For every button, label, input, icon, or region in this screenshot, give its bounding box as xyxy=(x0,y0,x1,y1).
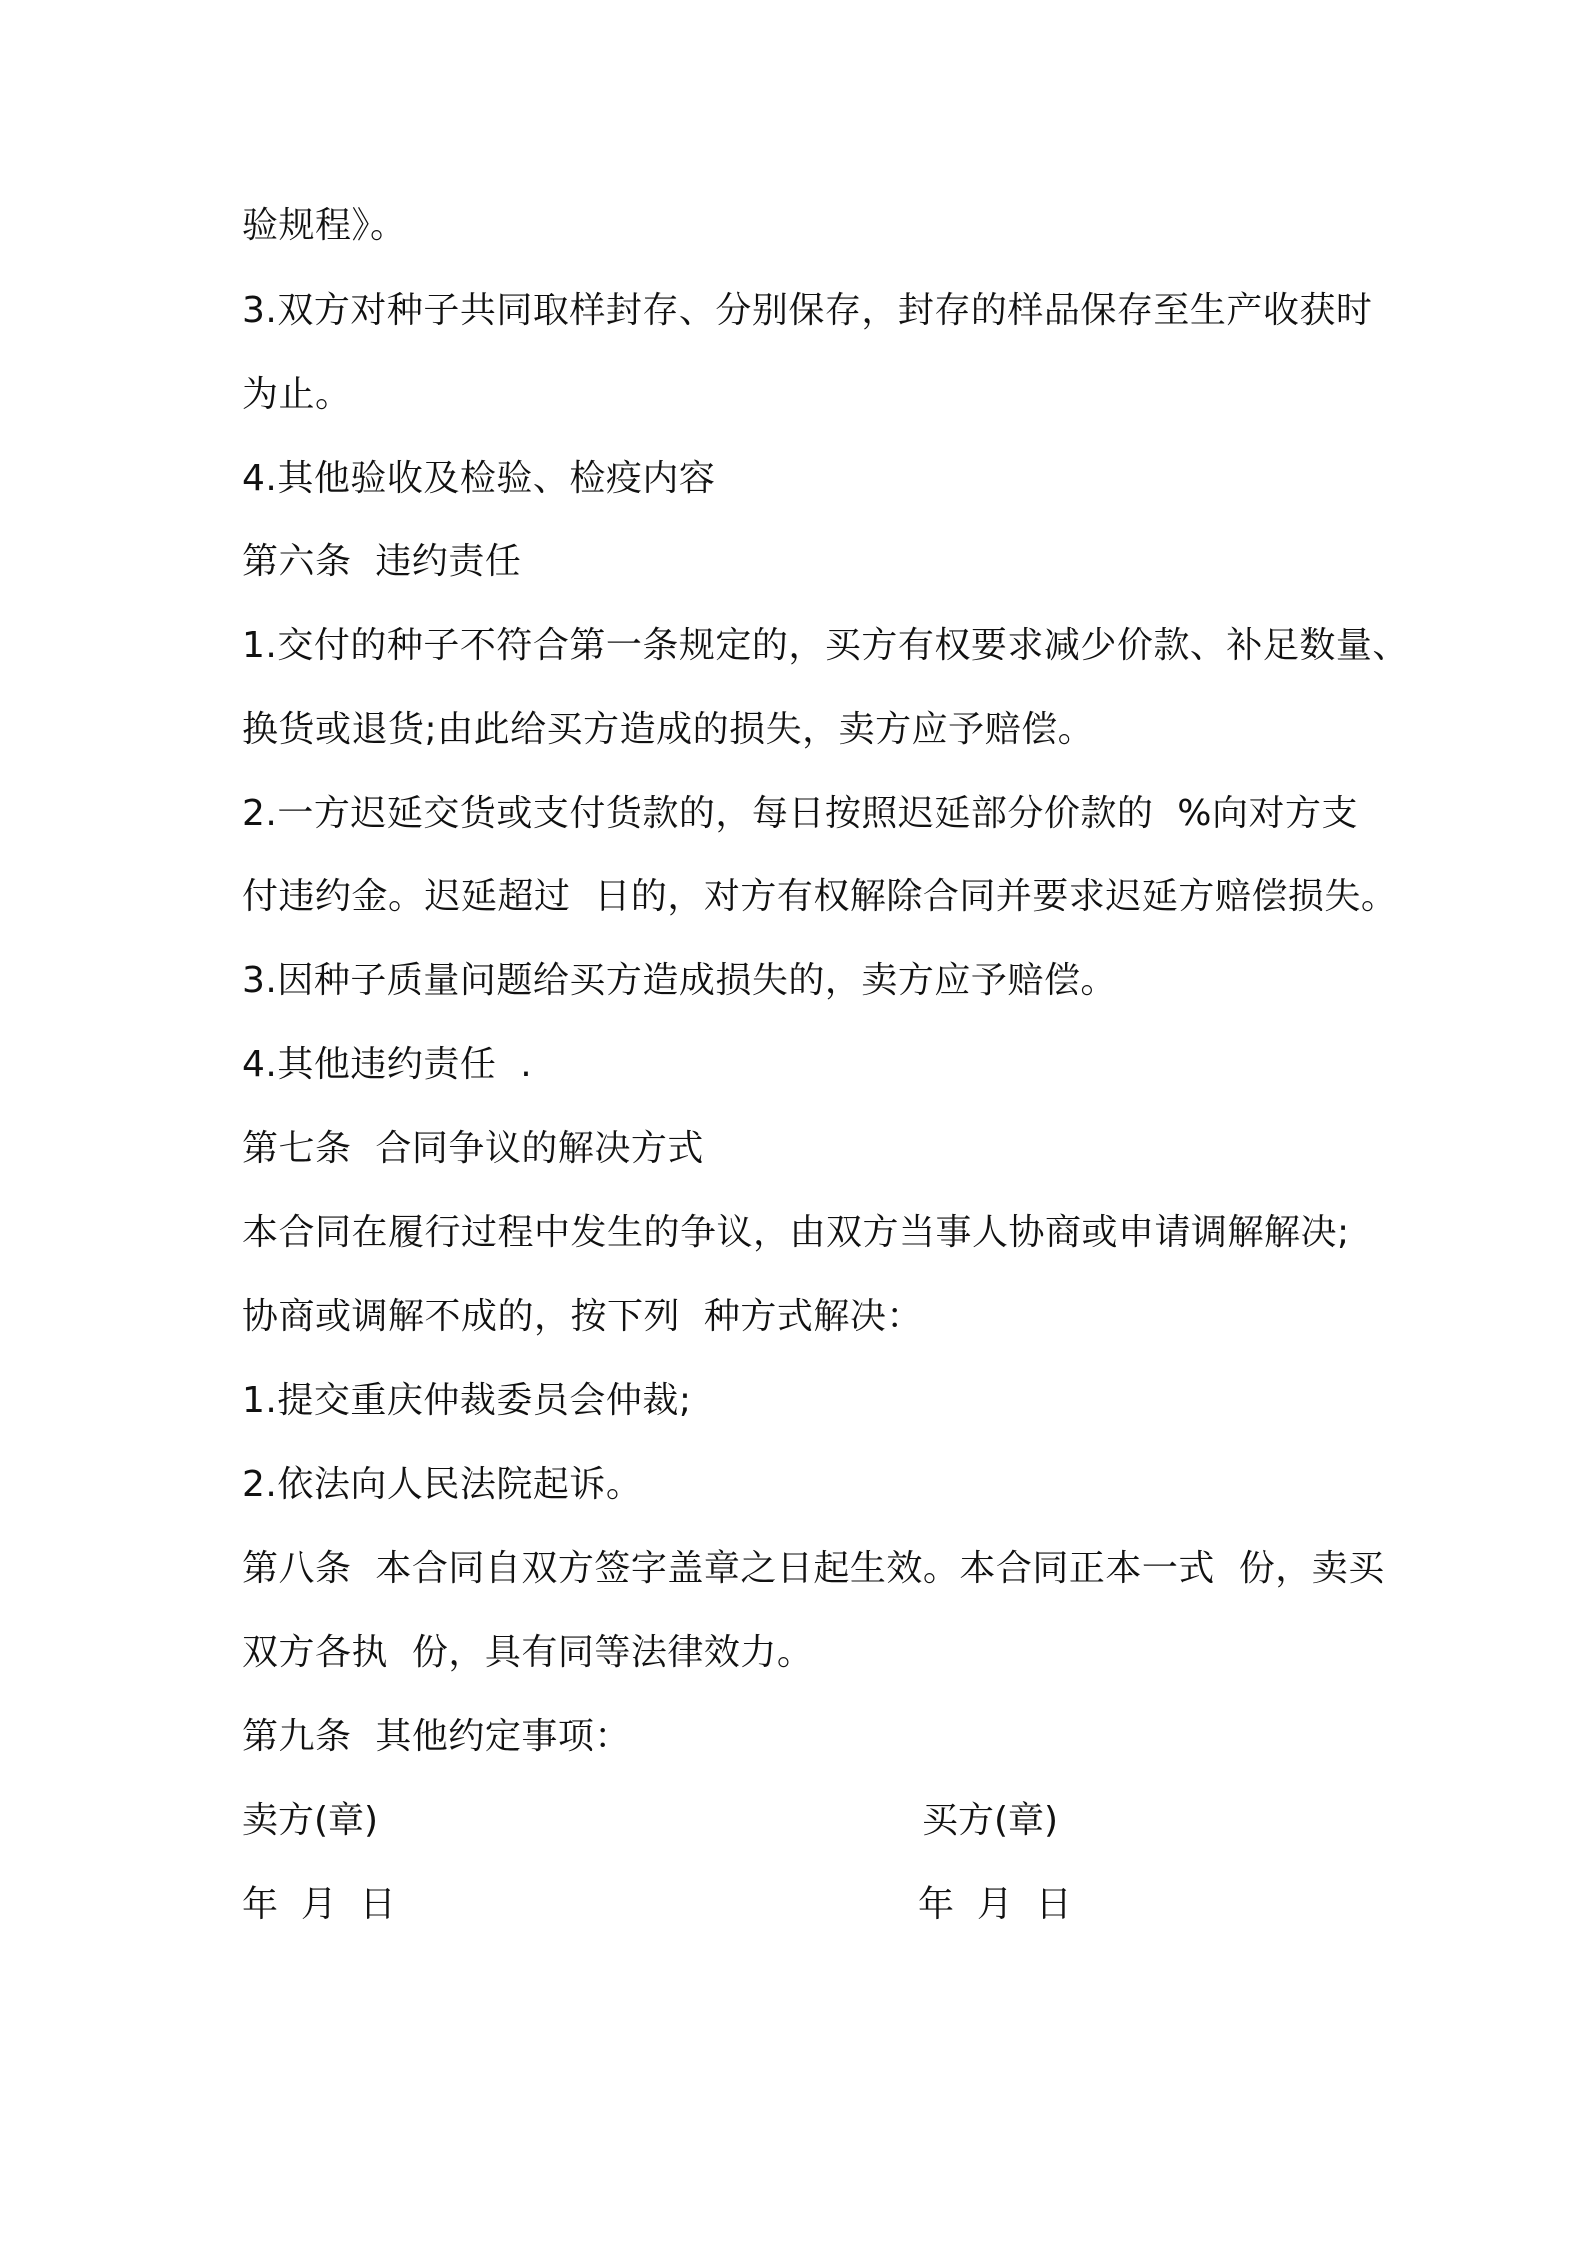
text-line: 换货或退货;由此给买方造成的损失，卖方应予赔偿。 xyxy=(242,709,1095,750)
text-line: 为止。 xyxy=(242,374,352,415)
text-line: 4.其他违约责任 . xyxy=(242,1044,533,1085)
section-heading: 第九条 其他约定事项： xyxy=(242,1716,631,1757)
section-heading: 第八条 本合同自双方签字盖章之日起生效。本合同正本一式 份，卖买 xyxy=(242,1548,1385,1589)
text-line: 2.一方迟延交货或支付货款的，每日按照迟延部分价款的 %向对方支 xyxy=(242,793,1358,834)
buyer-date: 年 月 日 xyxy=(918,1884,1072,1925)
text-line: 1.交付的种子不符合第一条规定的，买方有权要求减少价款、补足数量、 xyxy=(242,625,1409,666)
buyer-signature-label: 买方(章) xyxy=(922,1800,1059,1841)
section-heading: 第六条 违约责任 xyxy=(242,541,522,582)
text-line: 3.因种子质量问题给买方造成损失的，卖方应予赔偿。 xyxy=(242,960,1117,1001)
text-line: 双方各执 份，具有同等法律效力。 xyxy=(242,1632,814,1673)
text-line: 本合同在履行过程中发生的争议，由双方当事人协商或申请调解解决; xyxy=(242,1212,1350,1253)
text-line: 验规程》。 xyxy=(242,205,407,246)
text-line: 协商或调解不成的，按下列 种方式解决： xyxy=(242,1296,923,1337)
text-line: 4.其他验收及检验、检疫内容 xyxy=(242,458,716,499)
text-line: 1.提交重庆仲裁委员会仲裁; xyxy=(242,1380,692,1421)
text-line: 3.双方对种子共同取样封存、分别保存，封存的样品保存至生产收获时 xyxy=(242,290,1373,331)
section-heading: 第七条 合同争议的解决方式 xyxy=(242,1128,704,1169)
seller-signature-label: 卖方(章) xyxy=(242,1800,379,1841)
text-line: 2.依法向人民法院起诉。 xyxy=(242,1464,643,1505)
seller-date: 年 月 日 xyxy=(242,1884,396,1925)
text-line: 付违约金。迟延超过 日的，对方有权解除合同并要求迟延方赔偿损失。 xyxy=(242,876,1398,917)
